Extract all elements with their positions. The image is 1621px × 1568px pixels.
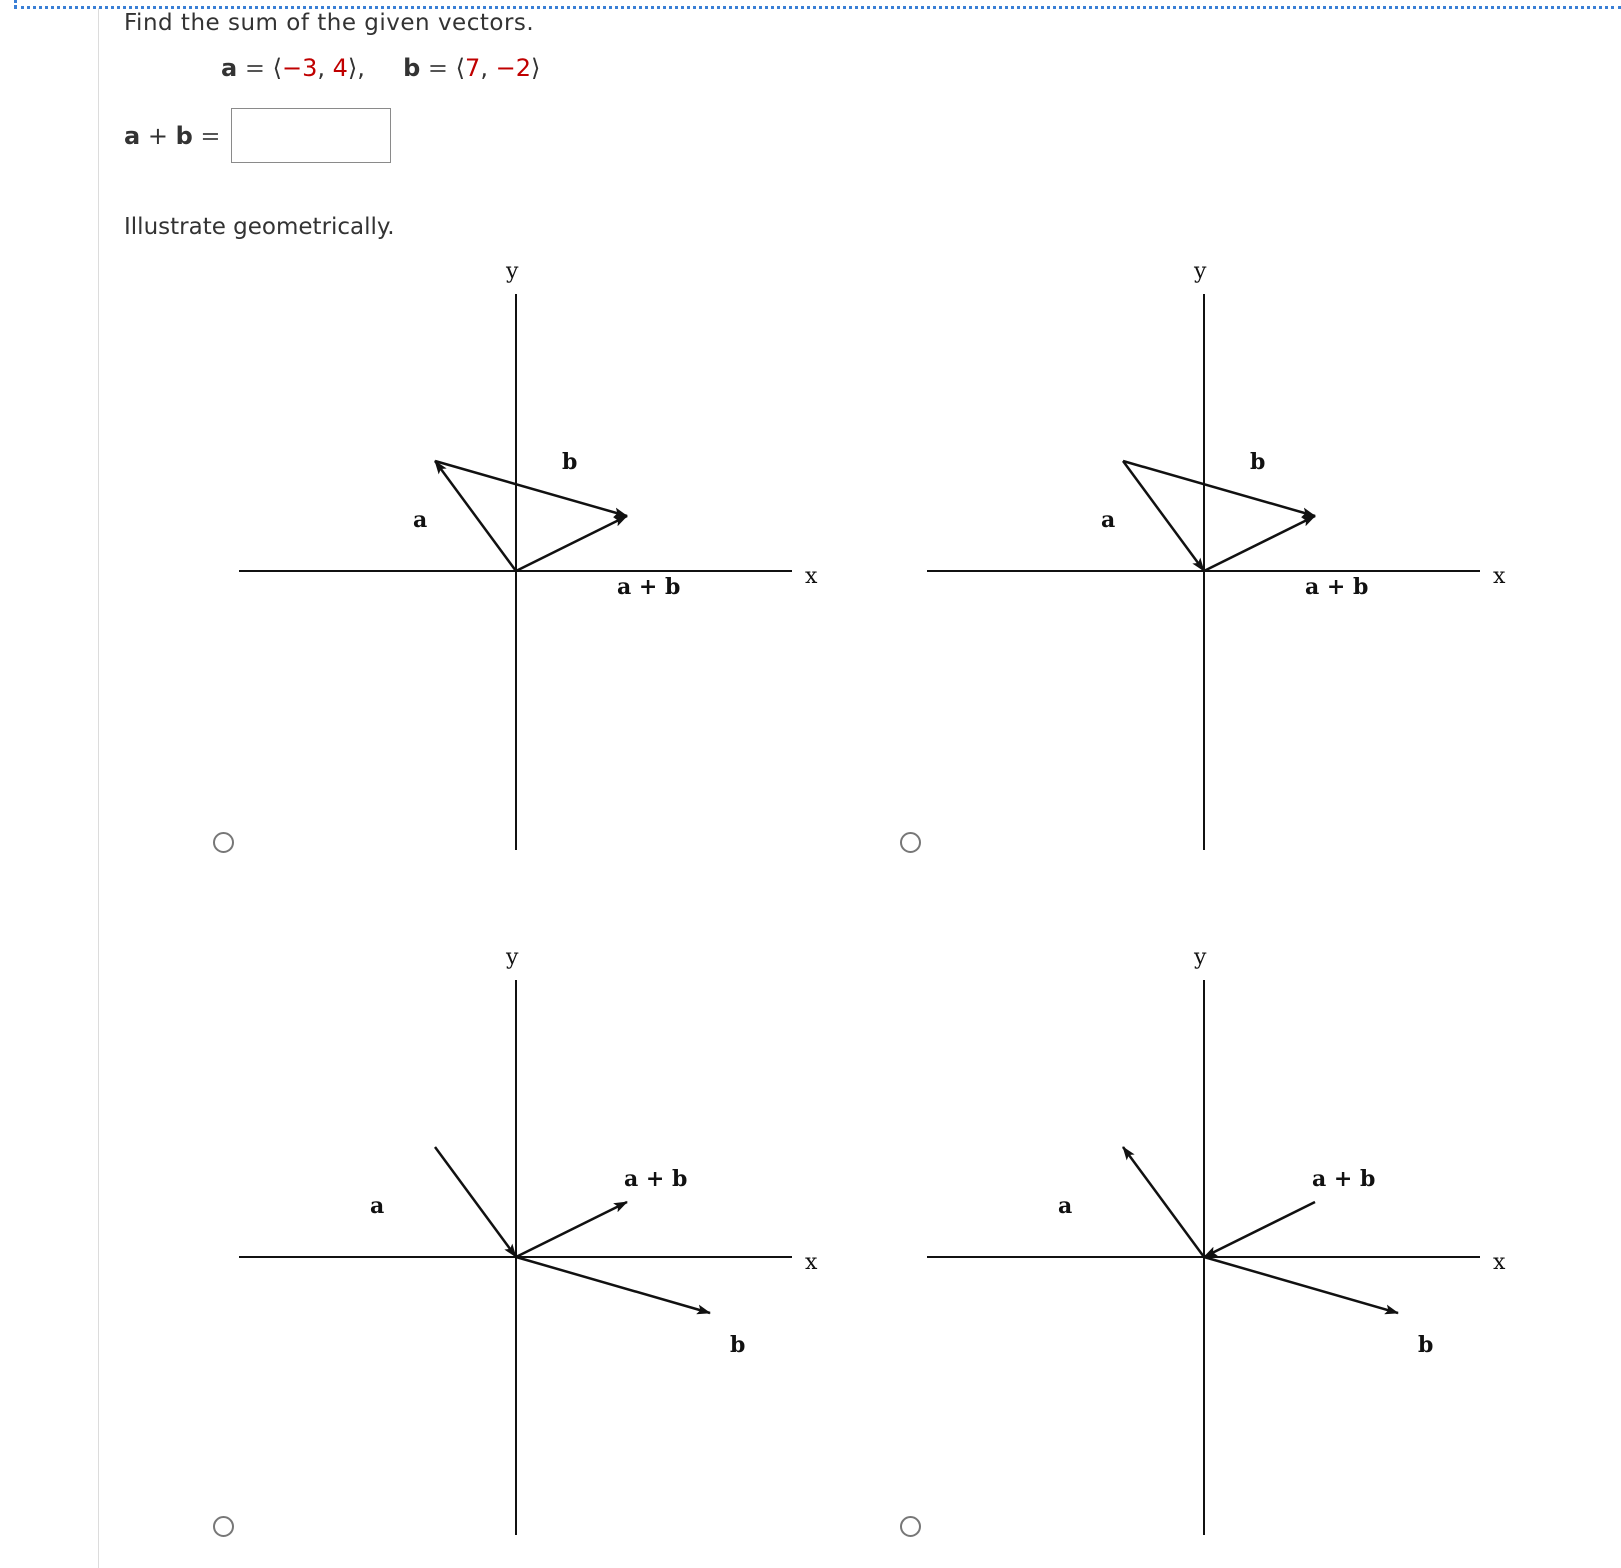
given-vectors: a = ⟨−3, 4⟩, b = ⟨7, −2⟩ [221,54,541,82]
vector-sum-arrow [516,516,627,571]
label-sum: a + b [1312,1166,1376,1192]
vector-a-arrow [435,461,516,571]
y-axis-label: y [506,945,519,970]
x-axis-label: x [1493,1250,1506,1275]
x-axis-label: x [805,1250,818,1275]
graph-option-4 [927,945,1506,1535]
sum-label: a + b = [124,122,221,150]
vector-b-arrow [516,1257,710,1313]
x-axis-label: x [1493,564,1506,589]
vector-a-arrow [1123,1147,1204,1257]
vector-a-value: ⟨−3, 4⟩ [272,54,358,82]
label-a: a [370,1193,385,1219]
vector-b-arrow [435,461,627,516]
vector-sum-arrow [1204,516,1315,571]
vector-a-arrow [1123,461,1204,571]
vector-b-label: b [403,54,421,82]
y-axis-label: y [506,259,519,284]
question-prompt: Find the sum of the given vectors. [124,10,535,36]
y-axis-label: y [1194,945,1207,970]
vector-b-value: ⟨7, −2⟩ [455,54,541,82]
label-sum: a + b [1305,574,1369,600]
vector-b-arrow [1204,1257,1398,1313]
graph-option-3 [239,945,818,1535]
vector-a-label: a [221,54,238,82]
x-axis-label: x [805,564,818,589]
equals-sign: = [427,54,449,82]
vector-sum-arrow [516,1202,627,1257]
label-sum: a + b [624,1166,688,1192]
label-b: b [562,449,578,475]
label-b: b [1418,1332,1434,1358]
label-b: b [730,1332,746,1358]
graph-option-2 [927,259,1506,850]
vector-a-arrow [435,1147,516,1257]
label-a: a [1058,1193,1073,1219]
vector-sum-arrow [1204,1202,1315,1257]
y-axis-label: y [1194,259,1207,284]
equals-sign: = [244,54,265,82]
instruction-text: Illustrate geometrically. [124,214,395,240]
label-sum: a + b [617,574,681,600]
vector-b-arrow [1123,461,1315,516]
label-a: a [1101,507,1116,533]
graph-option-1 [239,259,818,850]
label-b: b [1250,449,1266,475]
label-a: a [413,507,428,533]
